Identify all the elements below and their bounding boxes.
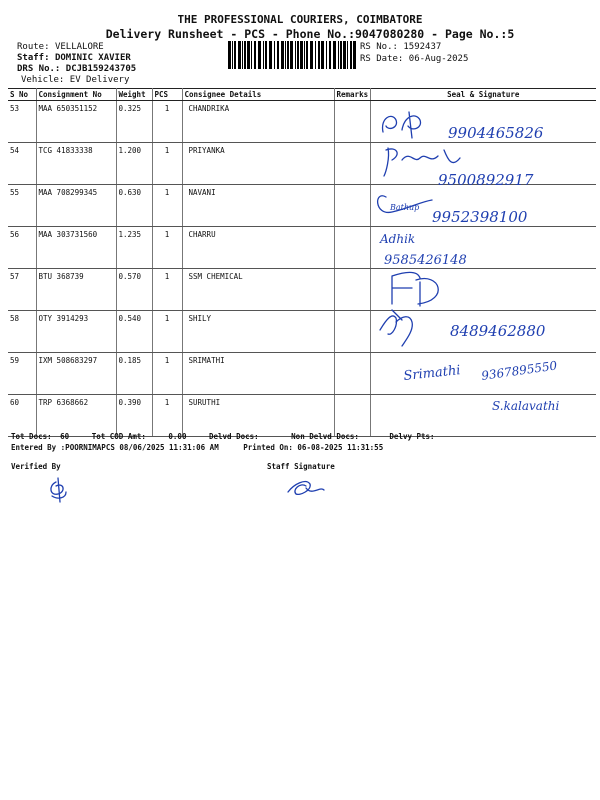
rs-date-label: RS Date: [360, 54, 404, 64]
col-pcs: PCS [152, 89, 182, 101]
drs-value: DCJB159243705 [65, 64, 137, 74]
sno-cell: 55 [8, 185, 36, 227]
consignment-cell: MAA 303731560 [36, 227, 116, 269]
weight-cell: 1.235 [116, 227, 152, 269]
pcs-cell: 1 [152, 143, 182, 185]
delvy-pts-label: Delvy Pts: [389, 432, 435, 441]
consignee-cell: NAVANI [182, 185, 334, 227]
vehicle-value: EV Delivery [69, 75, 130, 85]
staff-signature-label: Staff Signature [267, 462, 335, 471]
signature-scribble [392, 272, 438, 306]
audit-line [11, 443, 591, 452]
pcs-cell: 1 [152, 101, 182, 143]
rs-date-value: 06-Aug-2025 [408, 54, 469, 64]
pcs-cell: 1 [152, 269, 182, 311]
sno-cell: 59 [8, 353, 36, 395]
delvd-docs-label: Delvd Docs: [208, 432, 259, 441]
totals-line [11, 432, 591, 441]
route-value: VELLALORE [54, 42, 104, 52]
route-label: Route: [17, 42, 50, 52]
consignee-cell: CHARRU [182, 227, 334, 269]
consignee-cell: PRIYANKA [182, 143, 334, 185]
staff-signature-mark [288, 482, 324, 495]
signature-scribble [380, 310, 412, 346]
consignment-cell: BTU 368739 [36, 269, 116, 311]
handwritten-phone: 9585426148 [384, 253, 467, 268]
company-name: THE PROFESSIONAL COURIERS, COIMBATORE [177, 13, 423, 26]
verified-by-signature [51, 478, 66, 502]
drs-label: DRS No.: [17, 64, 61, 74]
col-sno: S No [8, 89, 36, 101]
weight-cell: 0.630 [116, 185, 152, 227]
consignment-cell: MAA 650351152 [36, 101, 116, 143]
printed-on: Printed On: 06-08-2025 11:31:55 [243, 443, 384, 452]
tot-cod-label: Tot COD Amt: [91, 432, 146, 441]
pcs-cell: 1 [152, 395, 182, 437]
consignment-cell: MAA 708299345 [36, 185, 116, 227]
entered-by: Entered By :POORNIMAPCS 08/06/2025 11:31:06 AM [11, 443, 219, 452]
signature-scribble [383, 112, 421, 138]
consignment-cell: IXM 508683297 [36, 353, 116, 395]
tot-docs-label: Tot Docs: [11, 432, 52, 441]
consignment-cell: TRP 6368662 [36, 395, 116, 437]
sno-cell: 53 [8, 101, 36, 143]
consignee-cell: SRIMATHI [182, 353, 334, 395]
weight-cell: 0.185 [116, 353, 152, 395]
pcs-cell: 1 [152, 227, 182, 269]
consignee-cell: SSM CHEMICAL [182, 269, 334, 311]
pcs-cell: 1 [152, 353, 182, 395]
consignment-cell: OTY 3914293 [36, 311, 116, 353]
col-weight: Weight [116, 89, 152, 101]
consignee-cell: SURUTHI [182, 395, 334, 437]
verified-by-label: Verified By [11, 462, 61, 471]
handwritten-phone: 9367895550 [480, 358, 559, 383]
consignment-cell: TCG 41833338 [36, 143, 116, 185]
sno-cell: 56 [8, 227, 36, 269]
tot-cod-value: 0.00 [168, 432, 187, 441]
sno-cell: 54 [8, 143, 36, 185]
col-seal-signature: Seal & Signature [370, 89, 596, 101]
rs-no-value: 1592437 [403, 42, 442, 52]
weight-cell: 1.200 [116, 143, 152, 185]
runsheet-title: Delivery Runsheet - PCS - Phone No.:9047080280 - Page No.:5 [105, 27, 515, 41]
tot-docs-value: 60 [60, 432, 70, 441]
weight-cell: 0.390 [116, 395, 152, 437]
vehicle-label: Vehicle: [21, 75, 65, 85]
consignee-cell: SHILY [182, 311, 334, 353]
sno-cell: 57 [8, 269, 36, 311]
col-consignee: Consignee Details [182, 89, 334, 101]
handwritten-initials: Bathup [390, 203, 420, 212]
pcs-cell: 1 [152, 311, 182, 353]
rs-no-label: RS No.: [360, 42, 398, 52]
handwritten-phone: 8489462880 [450, 322, 546, 340]
handwritten-name: Adhik [380, 232, 416, 246]
weight-cell: 0.540 [116, 311, 152, 353]
staff-label: Staff: [17, 53, 50, 63]
handwritten-phone: 9952398100 [432, 208, 528, 226]
staff-value: DOMINIC XAVIER [54, 53, 131, 63]
handwritten-name: Srimathi [402, 363, 462, 384]
col-consignment: Consignment No [36, 89, 116, 101]
pcs-cell: 1 [152, 185, 182, 227]
weight-cell: 0.325 [116, 101, 152, 143]
sno-cell: 58 [8, 311, 36, 353]
handwritten-phone: 9500892917 [438, 171, 534, 189]
handwritten-name: S.kalavathi [492, 399, 560, 413]
consignee-cell: CHANDRIKA [182, 101, 334, 143]
non-delvd-docs-label: Non Delvd Docs: [291, 432, 359, 441]
sno-cell: 60 [8, 395, 36, 437]
col-remarks: Remarks [334, 89, 370, 101]
handwritten-phone: 9904465826 [448, 124, 544, 142]
weight-cell: 0.570 [116, 269, 152, 311]
